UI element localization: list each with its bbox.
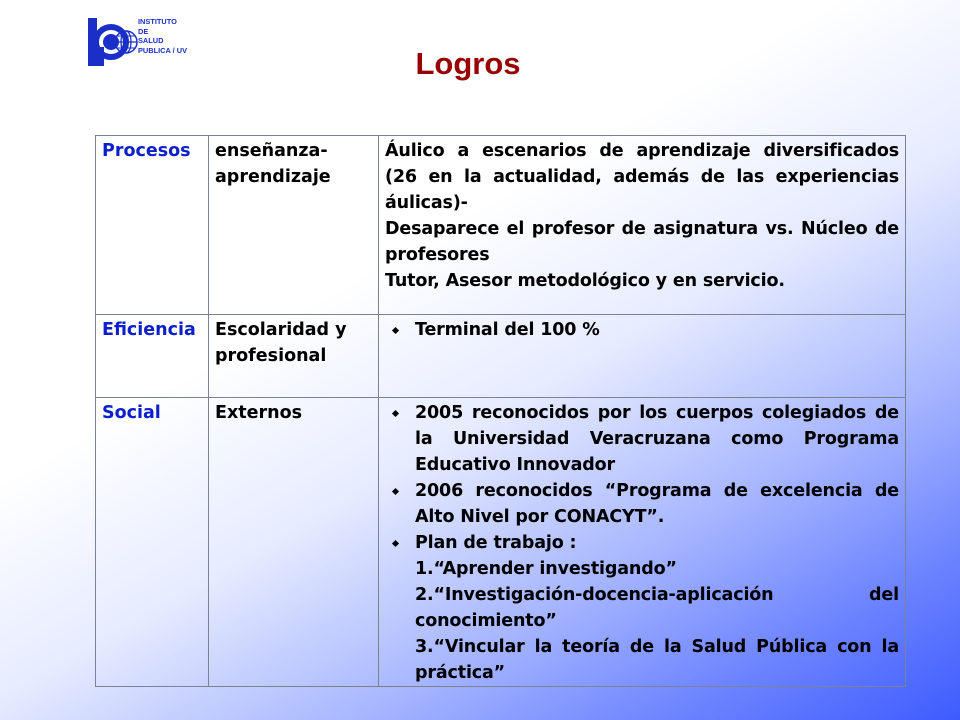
list-item: 2006 reconocidos “Programa de excelencia de Alto Nivel por CONACYT”. (385, 478, 899, 530)
paragraph: Áulico a escenarios de aprendizaje diversificados (26 en la actualidad, además de las experiencias áulicas)- (385, 141, 899, 213)
category-cell: Procesos (96, 136, 209, 315)
category-cell: Social (96, 398, 209, 687)
paragraph: Desaparece el profesor de asignatura vs. Núcleo de profesores (385, 219, 899, 265)
bullet-list (385, 317, 899, 343)
bullet-list (385, 400, 899, 686)
list-item (385, 530, 899, 686)
table-row (96, 398, 906, 687)
description-cell (379, 136, 906, 315)
table-row (96, 136, 906, 315)
table-row (96, 315, 906, 398)
achievements-table (95, 135, 906, 687)
plan-item: 2.“Investigación-docencia-aplicación del conocimiento” (415, 585, 899, 631)
logo-line: INSTITUTO (138, 17, 177, 26)
list-item: Terminal del 100 % (385, 317, 899, 343)
aspect-cell: Escolaridad y profesional (209, 315, 379, 398)
aspect-cell: enseñanza-aprendizaje (209, 136, 379, 315)
plan-item: 1.“Aprender investigando” (415, 559, 677, 579)
description-cell (379, 398, 906, 687)
logo-line: SALUD (138, 36, 164, 46)
aspect-cell: Externos (209, 398, 379, 687)
description-cell (379, 315, 906, 398)
logo-line: PUBLICA / UV (138, 45, 187, 55)
category-cell: Eficiencia (96, 315, 209, 398)
logo-line: DE (138, 26, 149, 36)
page-title: Logros (415, 46, 521, 81)
plan-heading: Plan de trabajo : (415, 533, 577, 553)
paragraph: Tutor, Asesor metodológico y en servicio. (385, 271, 785, 291)
plan-item: 3.“Vincular la teoría de la Salud Pública con la práctica” (415, 637, 899, 683)
list-item: 2005 reconocidos por los cuerpos colegiados de la Universidad Veracruzana como Programa Educativo Innovador (385, 400, 899, 478)
